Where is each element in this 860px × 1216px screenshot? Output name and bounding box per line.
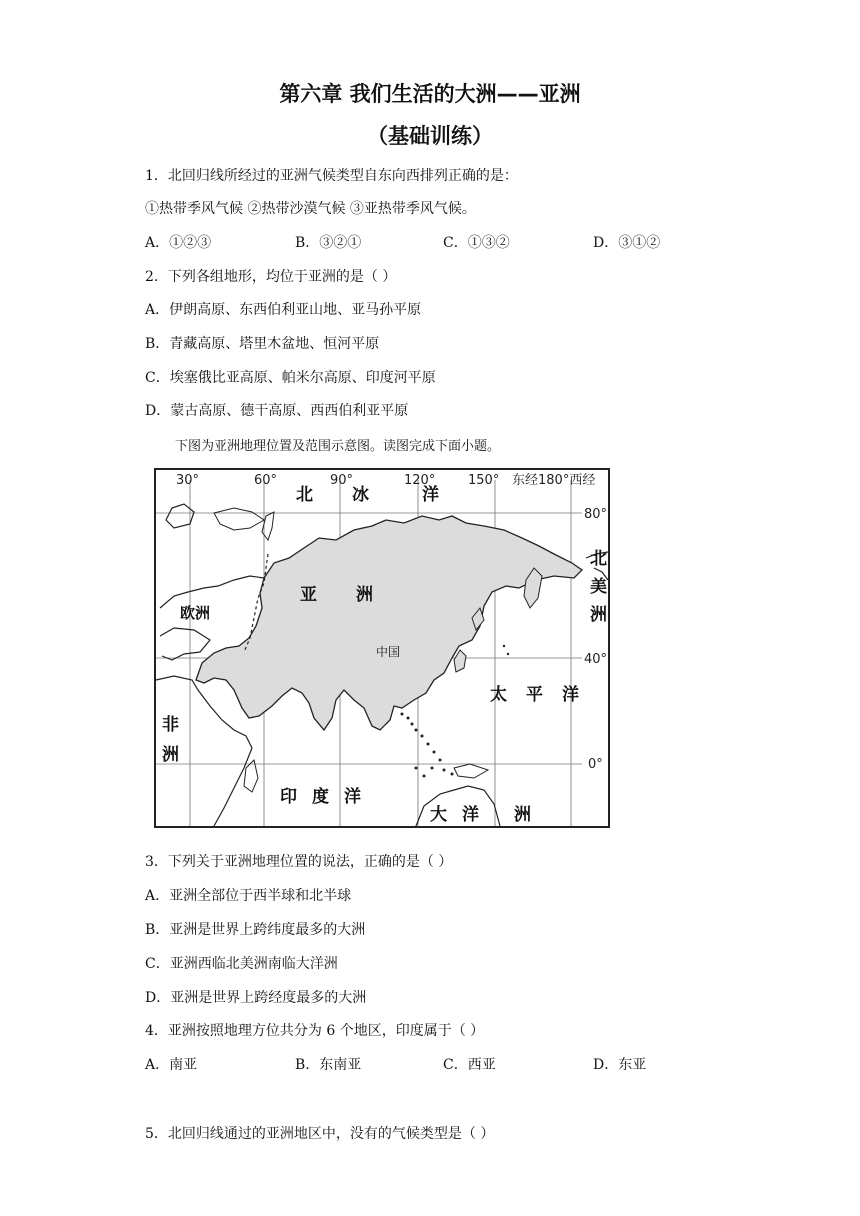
option-b[interactable]: B．东南亚 <box>295 1057 362 1073</box>
question-1-stem: 1．北回归线所经过的亚洲气候类型自东向西排列正确的是： <box>145 168 518 184</box>
question-4-stem: 4．亚洲按照地理方位共分为 6 个地区，印度属于（ ） <box>145 1023 485 1039</box>
option-a[interactable]: A．南亚 <box>145 1057 198 1073</box>
lon-label: 东经180°西经 <box>512 473 596 488</box>
north-america-char-2: 美 <box>590 577 607 597</box>
option-c[interactable]: C．①③② <box>443 235 510 251</box>
question-3-option-d[interactable]: D．亚洲是世界上跨经度最多的大洲 <box>145 990 367 1006</box>
pacific-char-1: 太 <box>490 685 507 705</box>
oceania-char-2: 洋 <box>462 805 479 825</box>
lon-label: 60° <box>254 473 278 488</box>
question-1-note: ①热带季风气候 ②热带沙漠气候 ③亚热带季风气候。 <box>145 201 476 217</box>
north-america-char-3: 洲 <box>590 605 607 625</box>
arctic-ocean-char-1: 北 <box>296 485 313 505</box>
asia-char-1: 亚 <box>300 585 317 605</box>
question-3-stem: 3．下列关于亚洲地理位置的说法，正确的是（ ） <box>145 854 453 870</box>
lon-label: 120° <box>404 473 436 488</box>
page-subtitle: （基础训练） <box>367 124 493 148</box>
arctic-ocean-char-2: 冰 <box>352 485 369 505</box>
asia-map <box>154 468 610 828</box>
arctic-ocean-char-3: 洋 <box>422 485 439 505</box>
question-2-option-b[interactable]: B．青藏高原、塔里木盆地、恒河平原 <box>145 336 380 352</box>
lon-label: 90° <box>330 473 354 488</box>
question-2-option-a[interactable]: A．伊朗高原、东西伯利亚山地、亚马孙平原 <box>145 302 422 318</box>
china-label: 中国 <box>376 645 401 659</box>
lat-label: 0° <box>588 757 603 772</box>
question-3-option-a[interactable]: A．亚洲全部位于西半球和北半球 <box>145 888 352 904</box>
oceania-char-1: 大 <box>430 805 447 825</box>
question-1-options <box>145 232 705 252</box>
africa-char-1: 非 <box>162 715 179 735</box>
option-b[interactable]: B．③②① <box>295 235 362 251</box>
question-3-option-b[interactable]: B．亚洲是世界上跨纬度最多的大洲 <box>145 922 366 938</box>
option-d[interactable]: D．东亚 <box>593 1057 647 1073</box>
question-5-stem: 5．北回归线通过的亚洲地区中，没有的气候类型是（ ） <box>145 1126 495 1142</box>
page-title: 第六章 我们生活的大洲——亚洲 <box>279 82 581 106</box>
lat-label: 80° <box>584 507 608 522</box>
indian-ocean-char-3: 洋 <box>344 787 361 807</box>
option-a[interactable]: A．①②③ <box>145 235 212 251</box>
question-2-stem: 2．下列各组地形，均位于亚洲的是（ ） <box>145 269 397 285</box>
question-2-option-d[interactable]: D．蒙古高原、德干高原、西西伯利亚平原 <box>145 403 409 419</box>
asia-char-2: 洲 <box>356 585 373 605</box>
option-d[interactable]: D．③①② <box>593 235 661 251</box>
oceania-char-3: 洲 <box>514 805 531 825</box>
map-intro: 下图为亚洲地理位置及范围示意图。读图完成下面小题。 <box>175 439 501 454</box>
africa-char-2: 洲 <box>162 745 179 765</box>
lon-label: 30° <box>176 473 200 488</box>
question-3-option-c[interactable]: C．亚洲西临北美洲南临大洋洲 <box>145 956 338 972</box>
question-2-option-c[interactable]: C．埃塞俄比亚高原、帕米尔高原、印度河平原 <box>145 370 436 386</box>
north-america-char-1: 北 <box>590 549 607 569</box>
lat-label: 40° <box>584 652 608 667</box>
indian-ocean-char-2: 度 <box>312 787 329 807</box>
option-c[interactable]: C．西亚 <box>443 1057 496 1073</box>
lon-label: 150° <box>468 473 500 488</box>
europe-label: 欧洲 <box>180 604 211 622</box>
pacific-char-3: 洋 <box>562 685 579 705</box>
pacific-char-2: 平 <box>526 685 543 705</box>
question-4-options <box>145 1054 705 1074</box>
indian-ocean-char-1: 印 <box>280 787 297 807</box>
